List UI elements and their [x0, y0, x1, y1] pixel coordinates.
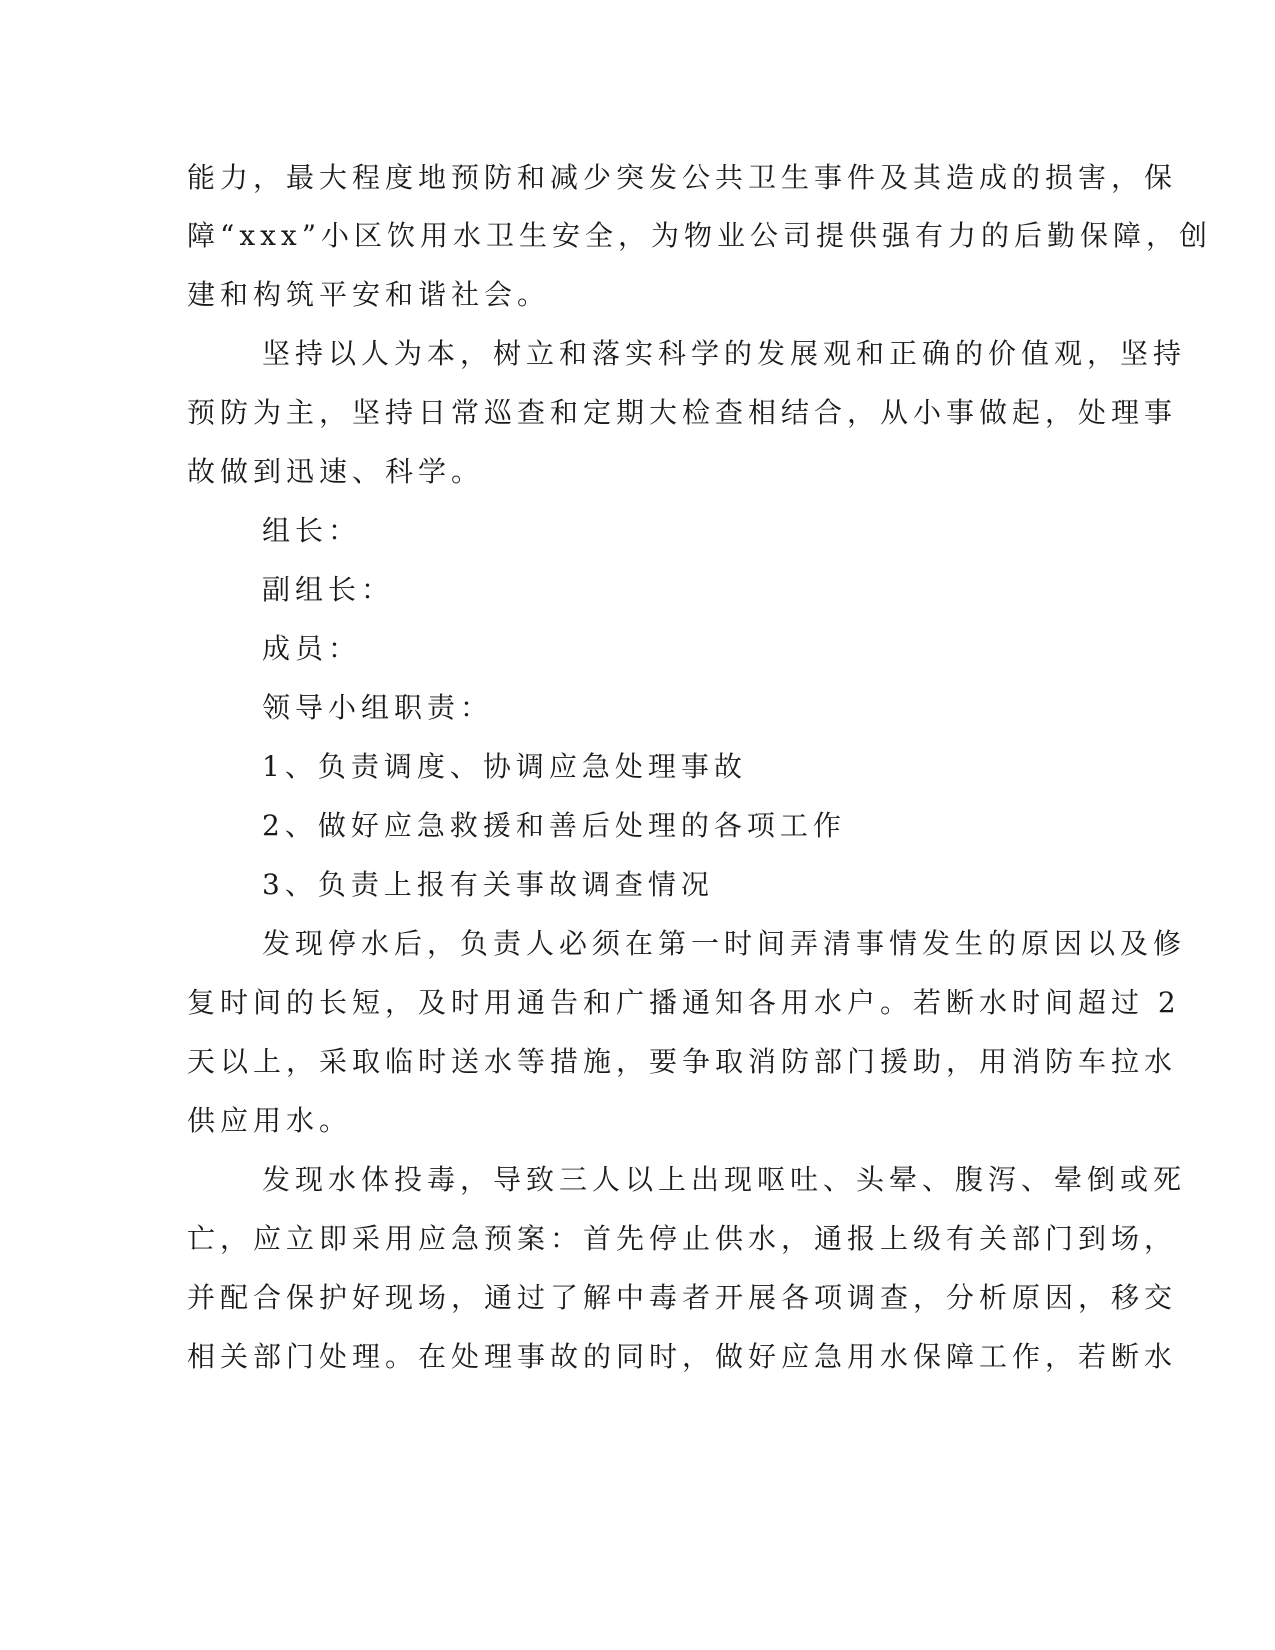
paragraph-line: 相关部门处理。在处理事故的同时，做好应急用水保障工作，若断水 [187, 1340, 1178, 1373]
paragraph-line: 天以上，采取临时送水等措施，要争取消防部门援助，用消防车拉水 [187, 1045, 1178, 1078]
members-label: 成员： [262, 632, 362, 665]
paragraph-line: 障“xxx”小区饮用水卫生安全，为物业公司提供强有力的后勤保障，创 [187, 219, 1213, 252]
list-item: 1、负责调度、协调应急处理事故 [262, 750, 747, 783]
paragraph-line: 并配合保护好现场，通过了解中毒者开展各项调查，分析原因，移交 [187, 1281, 1178, 1314]
paragraph-line: 预防为主，坚持日常巡查和定期大检查相结合，从小事做起，处理事 [187, 396, 1178, 429]
paragraph-line: 坚持以人为本，树立和落实科学的发展观和正确的价值观，坚持 [262, 337, 1187, 370]
paragraph-line: 故做到迅速、科学。 [187, 455, 485, 488]
paragraph-line: 亡，应立即采用应急预案：首先停止供水，通报上级有关部门到场， [187, 1222, 1178, 1255]
list-item: 3、负责上报有关事故调查情况 [262, 868, 714, 901]
paragraph-line: 发现停水后，负责人必须在第一时间弄清事情发生的原因以及修 [262, 927, 1187, 960]
paragraph-line: 建和构筑平安和谐社会。 [187, 278, 551, 311]
leader-label: 组长： [262, 514, 362, 547]
duties-heading: 领导小组职责： [262, 691, 494, 724]
paragraph-line: 复时间的长短，及时用通告和广播通知各用水户。若断水时间超过 2 [187, 986, 1181, 1019]
paragraph-line: 发现水体投毒，导致三人以上出现呕吐、头晕、腹泻、晕倒或死 [262, 1163, 1187, 1196]
paragraph-line: 供应用水。 [187, 1104, 353, 1137]
deputy-leader-label: 副组长： [262, 573, 395, 606]
paragraph-line: 能力，最大程度地预防和减少突发公共卫生事件及其造成的损害，保 [187, 161, 1178, 194]
list-item: 2、做好应急救援和善后处理的各项工作 [262, 809, 846, 842]
